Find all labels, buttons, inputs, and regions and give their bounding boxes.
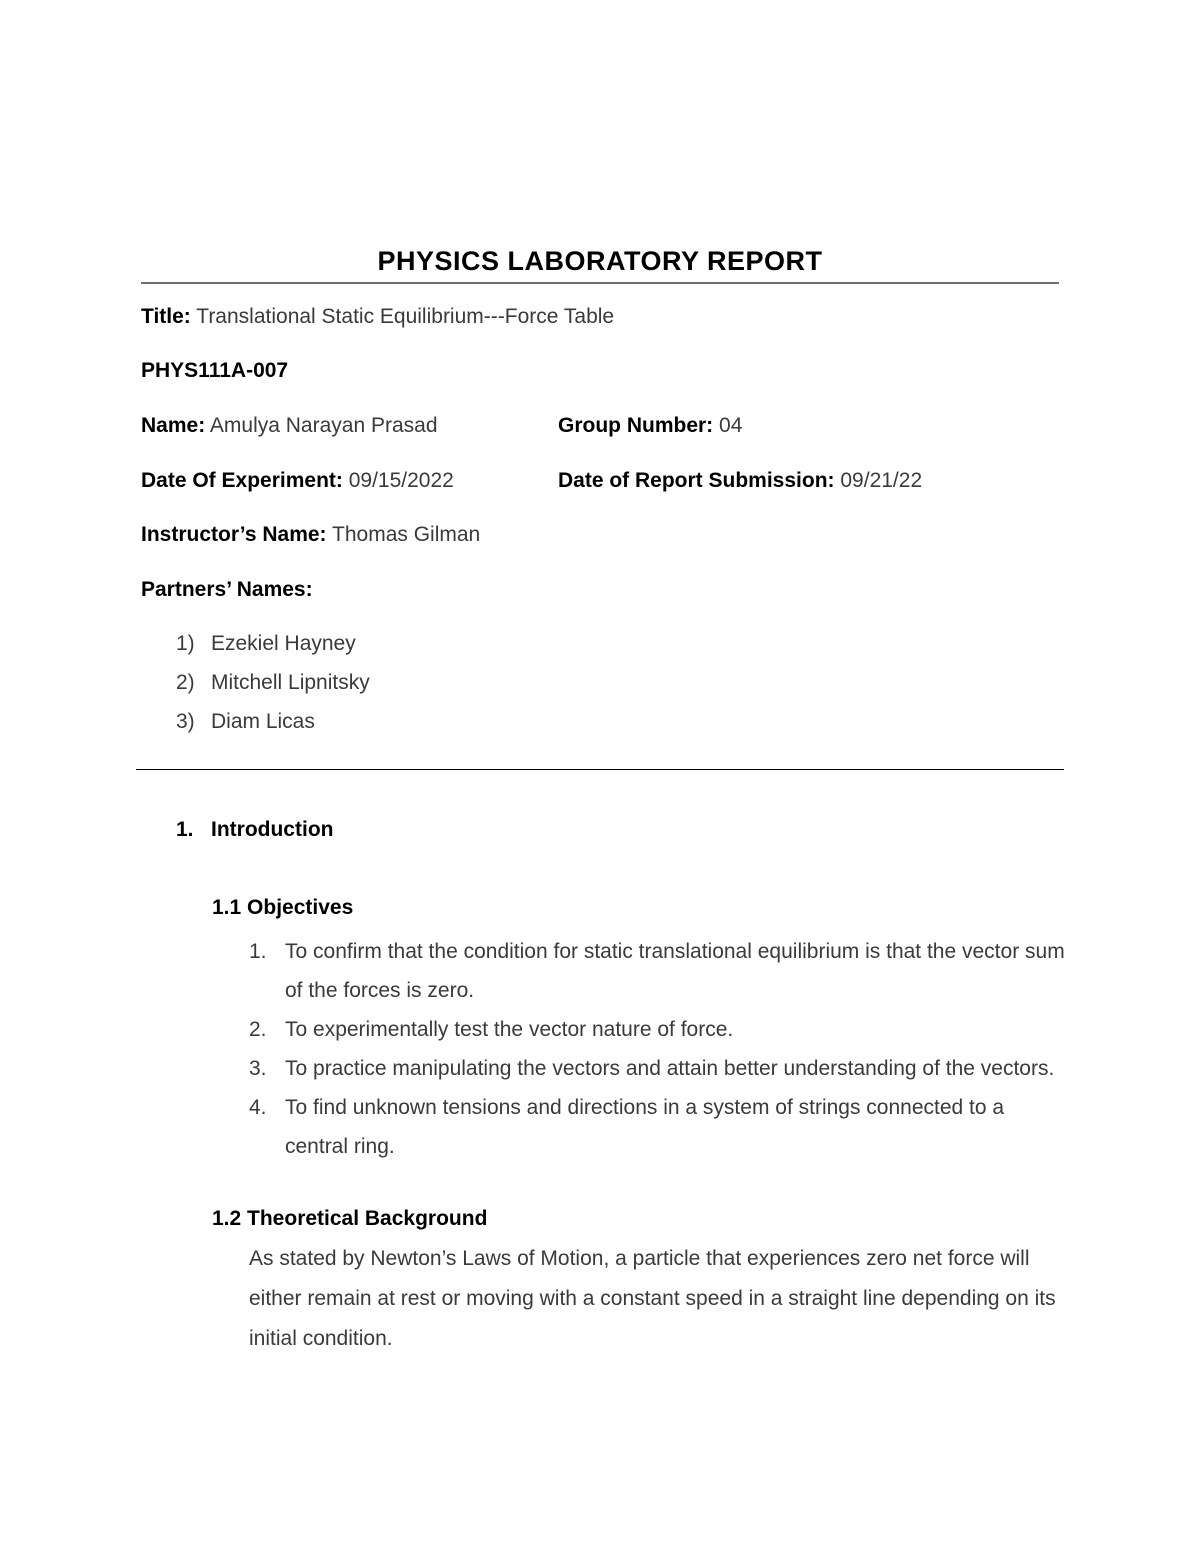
partner-name: Mitchell Lipnitsky — [211, 671, 370, 694]
instructor-value: Thomas Gilman — [332, 523, 481, 546]
course-code: PHYS111A-007 — [141, 359, 289, 382]
objective-text: To experimentally test the vector nature of force. — [285, 1018, 734, 1041]
background-heading: 1.2 Theoretical Background — [212, 1207, 488, 1230]
objective-text: To find unknown tensions and directions in a system of strings connected to a central ring. — [285, 1096, 1005, 1158]
partner-item — [176, 708, 370, 747]
partner-number: 2) — [176, 671, 195, 694]
group-number-label: Group Number: — [558, 414, 714, 437]
objective-text: To confirm that the condition for static translational equilibrium is that the vector sum of the forces is zero. — [285, 940, 1065, 1002]
title-divider — [141, 282, 1059, 284]
report-title-label: Title: — [141, 305, 191, 328]
section-divider — [136, 769, 1064, 770]
objective-text: To practice manipulating the vectors and attain better understanding of the vectors. — [285, 1057, 1055, 1080]
date-of-submission-value: 09/21/22 — [840, 469, 923, 492]
introduction-number: 1. — [176, 818, 194, 841]
objective-item — [249, 1010, 1069, 1049]
partner-item — [176, 669, 370, 708]
partner-item — [176, 630, 370, 669]
name-value: Amulya Narayan Prasad — [209, 414, 438, 437]
date-of-experiment-field — [141, 468, 454, 494]
objectives-heading: 1.1 Objectives — [212, 896, 354, 919]
page-title: PHYSICS LABORATORY REPORT — [377, 246, 823, 276]
course-code-field — [141, 358, 288, 384]
objective-item — [249, 932, 1069, 1010]
partner-number: 1) — [176, 632, 195, 655]
objective-item — [249, 1049, 1069, 1088]
partners-field — [141, 577, 313, 603]
objective-number: 2. — [249, 1018, 267, 1041]
report-title-field — [141, 304, 614, 330]
report-title-value: Translational Static Equilibrium---Force Table — [196, 305, 615, 328]
group-number-field — [558, 413, 742, 439]
introduction-heading — [176, 818, 333, 842]
date-of-submission-label: Date of Report Submission: — [558, 469, 835, 492]
objective-number: 3. — [249, 1057, 267, 1080]
instructor-label: Instructor’s Name: — [141, 523, 327, 546]
date-of-experiment-value: 09/15/2022 — [348, 469, 454, 492]
partner-name: Ezekiel Hayney — [211, 632, 356, 655]
objective-number: 4. — [249, 1096, 267, 1119]
group-number-value: 04 — [719, 414, 743, 437]
partner-number: 3) — [176, 710, 195, 733]
instructor-field — [141, 522, 480, 548]
partners-list — [176, 630, 370, 747]
name-field — [141, 413, 438, 439]
partner-name: Diam Licas — [211, 710, 315, 733]
introduction-title: Introduction — [211, 818, 334, 841]
name-label: Name: — [141, 414, 206, 437]
objective-item — [249, 1088, 1069, 1166]
objective-number: 1. — [249, 940, 267, 963]
date-of-experiment-label: Date Of Experiment: — [141, 469, 343, 492]
date-of-submission-field — [558, 468, 922, 494]
objectives-list — [249, 932, 1069, 1166]
background-paragraph: As stated by Newton’s Laws of Motion, a particle that experiences zero net force will either remain at rest or moving with a constant speed in a straight line depending on its initial condition. — [249, 1247, 1056, 1350]
partners-label: Partners’ Names: — [141, 578, 313, 601]
